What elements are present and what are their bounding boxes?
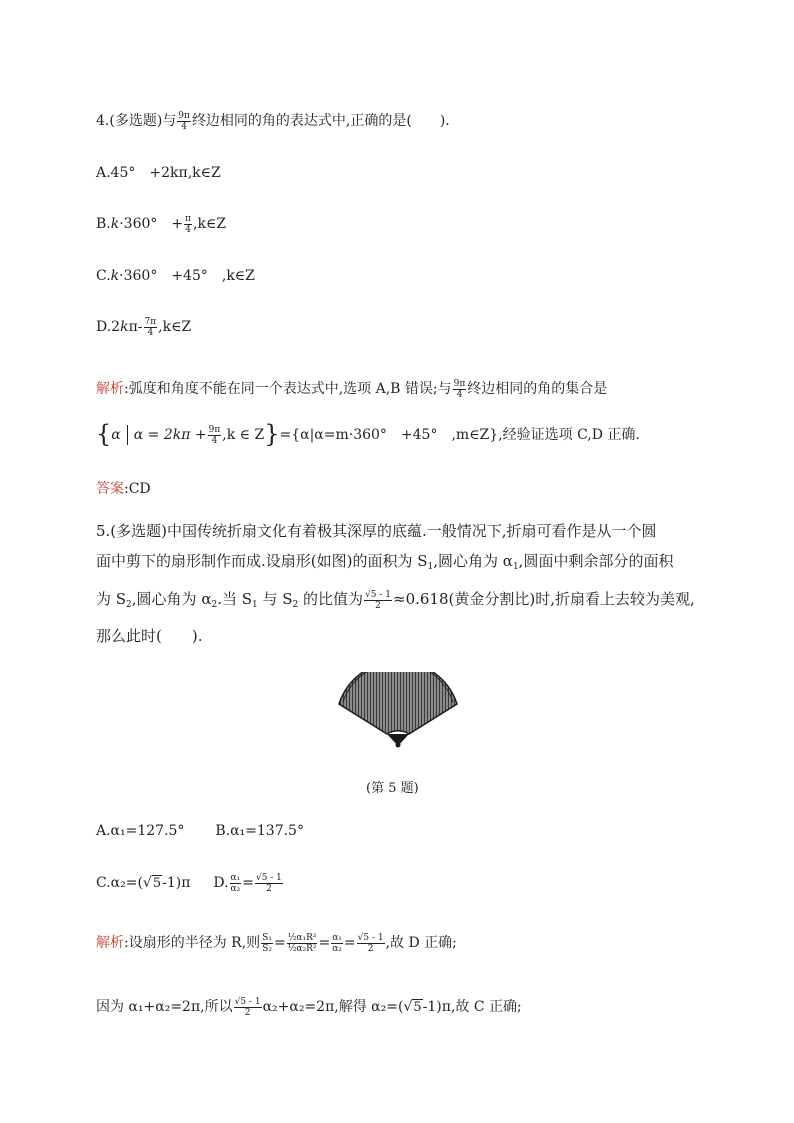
q5-solution-line1: 解析:设扇形的半径为 R,则 $\frac{\text{S₁}}{\text{S₂}}$ = $\frac{\text{½α₁R²}}{\text{½α₂R²}}$ = $\frac{\text{α₁}}{\text{α₂}}$ = $\frac{√5 - 1}{2}$ ,故 D 正确;: [96, 932, 457, 954]
q5-options-ab: [96, 820, 304, 842]
q5-stem-line1: 5.(多选题)中国传统折扇文化有着极其深厚的底蕴.一般情况下,折扇可看作是从一个圆: [96, 522, 657, 540]
q4-fraction: $\frac{9\pi}{4}$: [178, 110, 190, 132]
q5-solution-line2: 因为 α₁+α₂=2π,所以 $\frac{√5 - 1}{2}$ α₂+α₂=2π,解得 α₂=(√5-1)π,故 C 正确;: [96, 996, 522, 1018]
q4-solution-line1: 解析:弧度和角度不能在同一个表达式中,选项 A,B 错误;与 $\frac{9\pi}{4}$ 终边相同的角的集合是: [96, 378, 608, 400]
q4-option-b: B.k·360° + $\frac{\pi}{4}$ ,k∈Z: [96, 213, 227, 235]
q5-stem-line4: 那么此时( ).: [96, 627, 203, 645]
q5-option-c: C.α₂=(√5-1)π: [96, 875, 191, 891]
q4-stem: 4.(多选题)与 $\frac{9\pi}{4}$ 终边相同的角的表达式中,正确的是( ).: [96, 110, 450, 132]
q4-solution-set: {α α = 2kπ + $\frac{9\pi}{4}$ ,k ∈ Z}={α|α=m·360° +45° ,m∈Z},经验证选项 C,D 正确.: [96, 420, 640, 448]
solution-label-q5: 解析: [96, 935, 124, 951]
fan-illustration: [337, 672, 459, 750]
q4-option-d: D.2kπ- $\frac{7\pi}{4}$ ,k∈Z: [96, 316, 192, 338]
answer-label: 答案: [96, 481, 124, 497]
q4-option-a: A.45° +2kπ,k∈Z: [96, 165, 221, 181]
solution-label: 解析: [96, 381, 124, 397]
figure-caption: (第 5 题): [366, 781, 419, 796]
q5-stem-line3: 为 $S_2$,圆心角为 $\alpha_2$.当 $S_1$ 与 $S_2$ 的比值为 $\frac{√5 - 1}{2}$ ≈0.618(黄金分割比)时,折扇看上去较为美观,: [96, 589, 695, 611]
q5-option-a: A.α₁=127.5°: [96, 823, 185, 839]
q5-options-cd: [96, 872, 284, 896]
q5-stem-line2: 面中剪下的扇形制作而成.设扇形(如图)的面积为 $S_1$,圆心角为 $\alpha_1$,圆面中剩余部分的面积: [96, 552, 674, 572]
q5-option-d: D. $\frac{\text{α₁}}{\text{α₂}}$ = $\frac{√5 - 1}{2}$: [213, 872, 282, 894]
q4-option-c: C.k·360° +45° ,k∈Z: [96, 268, 255, 284]
q4-answer: 答案:CD: [96, 481, 151, 497]
folding-fan-figure: [337, 672, 459, 750]
q5-option-b: B.α₁=137.5°: [215, 823, 304, 839]
